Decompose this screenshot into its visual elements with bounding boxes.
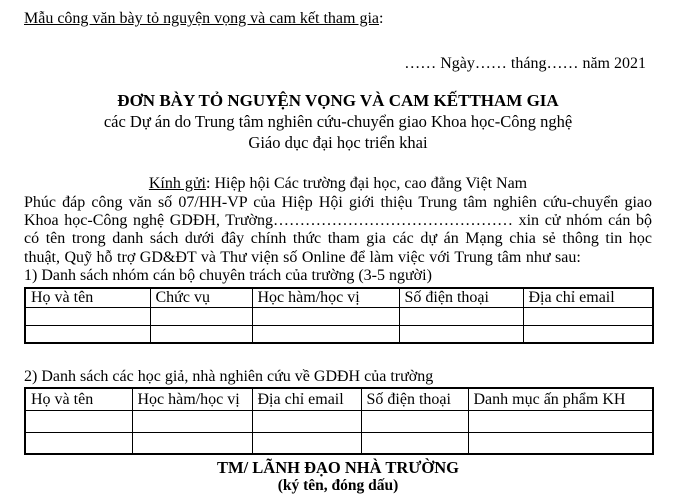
template-note-text: Mẫu công văn bày tỏ nguyện vọng và cam kết tham gia (24, 10, 380, 27)
document-title: ĐƠN BÀY TỎ NGUYỆN VỌNG VÀ CAM KẾTTHAM GIA (117, 91, 559, 110)
date-line: …… Ngày…… tháng…… năm 2021 (404, 55, 646, 72)
table-cell-empty[interactable] (399, 325, 523, 343)
signature-block (24, 458, 652, 495)
staff-table-header-row (25, 288, 653, 308)
document-subtitle-line2: Giáo dục đại học triển khai (248, 133, 428, 152)
table-cell-empty[interactable] (25, 432, 132, 454)
table-cell-empty[interactable] (252, 410, 361, 432)
table-header-cell: Số điện thoại (399, 288, 523, 308)
table-cell-empty[interactable] (25, 410, 132, 432)
document-content (24, 9, 652, 495)
template-note (24, 9, 652, 28)
table-cell-empty[interactable] (523, 325, 653, 343)
table-cell-empty[interactable] (252, 432, 361, 454)
section1-label: 1) Danh sách nhóm cán bộ chuyên trách của trường (3-5 người) (24, 267, 432, 285)
document-subtitle-line1: các Dự án do Trung tâm nghiên cứu-chuyển giao Khoa học-Công nghệ (103, 112, 573, 131)
table-header-cell: Họ và tên (25, 288, 150, 308)
staff-table (24, 287, 654, 345)
signature-title: TM/ LÃNH ĐẠO NHÀ TRƯỜNG (216, 458, 459, 478)
table-header-cell: Số điện thoại (361, 388, 468, 410)
salutation-text: : Hiệp hội Các trường đại học, cao đẳng Việt Nam (206, 175, 528, 192)
table-cell-empty[interactable] (523, 307, 653, 325)
table-cell-empty[interactable] (361, 410, 468, 432)
table-header-cell: Học hàm/học vị (132, 388, 252, 410)
section2-label: 2) Danh sách các học giả, nhà nghiên cứu về GDĐH của trường (24, 368, 434, 386)
salutation-label: Kính gửi (148, 175, 206, 192)
table-header-cell: Học hàm/học vị (252, 288, 399, 308)
table-row (25, 325, 653, 343)
table-cell-empty[interactable] (399, 307, 523, 325)
scholars-table-header-row (25, 388, 653, 410)
table-header-cell: Danh mục ấn phẩm KH (468, 388, 653, 410)
table-cell-empty[interactable] (25, 325, 150, 343)
table-cell-empty[interactable] (25, 307, 150, 325)
table-row (25, 410, 653, 432)
table-cell-empty[interactable] (468, 410, 653, 432)
table-header-cell: Địa chỉ email (252, 388, 361, 410)
table-cell-empty[interactable] (361, 432, 468, 454)
table-header-cell: Địa chỉ email (523, 288, 653, 308)
table-cell-empty[interactable] (150, 307, 252, 325)
table-cell-empty[interactable] (132, 432, 252, 454)
table-cell-empty[interactable] (252, 325, 399, 343)
table-row (25, 307, 653, 325)
table-cell-empty[interactable] (252, 307, 399, 325)
table-cell-empty[interactable] (150, 325, 252, 343)
body-paragraph: Phúc đáp công văn số 07/HH-VP của Hiệp Hội giới thiệu Trung tâm nghiên cứu-chuyển giao Khoa học-Công nghệ GDĐH, Trường……………………………………… xin cử nhóm cán bộ có tên trong danh sách dưới đây chính thức tham gia các dự án Mạng chia sẻ thông tin học thuật, Quỹ hỗ trợ GD&ĐT và Thư viện số Online để làm việc với Trung tâm như sau: (24, 193, 652, 266)
template-note-colon: : (379, 10, 384, 27)
table-cell-empty[interactable] (468, 432, 653, 454)
scholars-table (24, 387, 654, 455)
salutation (24, 175, 652, 194)
table-header-cell: Họ và tên (25, 388, 132, 410)
table-header-cell: Chức vụ (150, 288, 252, 308)
table-cell-empty[interactable] (132, 410, 252, 432)
table-row (25, 432, 653, 454)
signature-note: (ký tên, đóng dấu) (277, 477, 399, 495)
